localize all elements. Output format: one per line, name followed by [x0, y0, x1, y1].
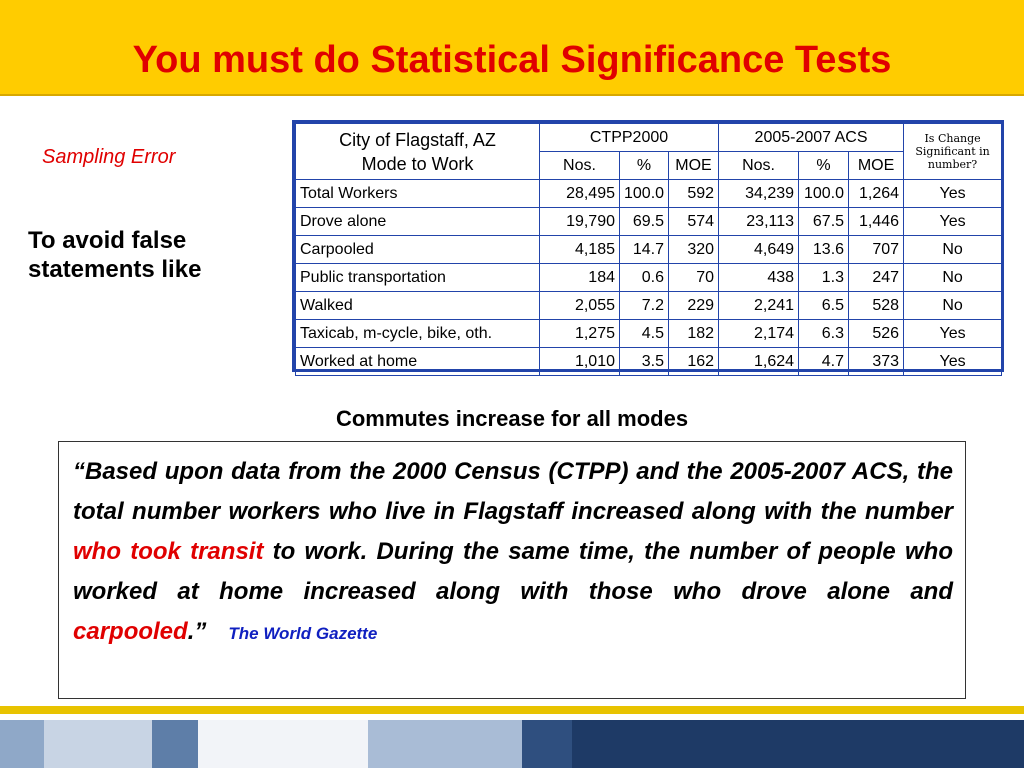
table-row [296, 264, 1002, 292]
table-cell-n2: 2,174 [719, 320, 799, 348]
table-cell-m1: 320 [669, 236, 719, 264]
table-cell-p2: 67.5 [799, 208, 849, 236]
table-cell-sig: Yes [904, 208, 1002, 236]
quote-highlight-transit: who took transit [73, 538, 264, 565]
table-cell-n2: 438 [719, 264, 799, 292]
table-cell-p1: 4.5 [620, 320, 669, 348]
quote-box [58, 441, 966, 699]
table-cell-p1: 100.0 [620, 180, 669, 208]
header-significance: Is Change Significant in number? [904, 124, 1002, 180]
col-nos-2: Nos. [719, 152, 799, 180]
table-cell-m1: 162 [669, 348, 719, 376]
table-cell-m2: 373 [849, 348, 904, 376]
table-cell-m2: 1,264 [849, 180, 904, 208]
slide-title: You must do Statistical Significance Tests [132, 39, 892, 81]
table-cell-label: Taxicab, m-cycle, bike, oth. [296, 320, 540, 348]
table-cell-m1: 70 [669, 264, 719, 292]
table-cell-sig: No [904, 292, 1002, 320]
table-cell-n1: 1,010 [540, 348, 620, 376]
table-cell-p2: 1.3 [799, 264, 849, 292]
col-moe-2: MOE [849, 152, 904, 180]
quote-part-1: “Based upon data from the 2000 Census (CTPP) and the 2005-2007 ACS, the total number workers who live in Flagstaff increased along with the number [73, 458, 953, 525]
quote-source: The World Gazette [228, 624, 378, 643]
table-row [296, 348, 1002, 376]
quote-part-2: to work. During the same time, the number of people who worked at home increased along with those who drove alone and [73, 538, 953, 605]
table-row [296, 208, 1002, 236]
table-cell-n2: 4,649 [719, 236, 799, 264]
footer-stripe-block [44, 720, 152, 768]
table-cell-m1: 229 [669, 292, 719, 320]
table-cell-m1: 592 [669, 180, 719, 208]
table-cell-sig: Yes [904, 180, 1002, 208]
table-cell-m2: 528 [849, 292, 904, 320]
table-cell-m2: 526 [849, 320, 904, 348]
col-pct-2: % [799, 152, 849, 180]
table-cell-m2: 707 [849, 236, 904, 264]
table-cell-label: Total Workers [296, 180, 540, 208]
header-ctpp2000: CTPP2000 [540, 124, 719, 152]
table-row [296, 180, 1002, 208]
footer-decoration [0, 706, 1024, 768]
table-cell-m1: 182 [669, 320, 719, 348]
avoid-false-statements-text: To avoid false statements like [28, 227, 202, 283]
table-header-city [296, 124, 540, 180]
table-cell-label: Worked at home [296, 348, 540, 376]
table-cell-p1: 14.7 [620, 236, 669, 264]
table-cell-n1: 28,495 [540, 180, 620, 208]
footer-stripe-block [0, 720, 44, 768]
table-cell-n2: 2,241 [719, 292, 799, 320]
footer-stripe-block [522, 720, 572, 768]
table-cell-n2: 1,624 [719, 348, 799, 376]
table-cell-p2: 100.0 [799, 180, 849, 208]
table-cell-p1: 69.5 [620, 208, 669, 236]
table-cell-sig: No [904, 236, 1002, 264]
header-city-label: City of Flagstaff, AZ [339, 129, 496, 150]
table-cell-p2: 6.3 [799, 320, 849, 348]
header-acs: 2005-2007 ACS [719, 124, 904, 152]
table-cell-label: Carpooled [296, 236, 540, 264]
table-cell-n1: 19,790 [540, 208, 620, 236]
title-bar [0, 0, 1024, 96]
table-cell-p1: 3.5 [620, 348, 669, 376]
table-cell-n1: 1,275 [540, 320, 620, 348]
footer-stripe-block [152, 720, 198, 768]
table-cell-label: Public transportation [296, 264, 540, 292]
quote-text [73, 452, 953, 654]
quote-highlight-carpooled: carpooled [73, 618, 188, 645]
table-cell-p2: 6.5 [799, 292, 849, 320]
col-nos-1: Nos. [540, 152, 620, 180]
table-cell-p1: 7.2 [620, 292, 669, 320]
footer-stripe-block [368, 720, 522, 768]
table-cell-sig: No [904, 264, 1002, 292]
commutes-subtitle: Commutes increase for all modes [335, 406, 689, 431]
table-cell-p1: 0.6 [620, 264, 669, 292]
col-pct-1: % [620, 152, 669, 180]
table-cell-p2: 4.7 [799, 348, 849, 376]
data-table [295, 123, 1002, 376]
table-cell-n1: 184 [540, 264, 620, 292]
table-cell-sig: Yes [904, 348, 1002, 376]
table-row [296, 292, 1002, 320]
quote-part-3: .” [187, 618, 207, 645]
table-cell-m2: 1,446 [849, 208, 904, 236]
table-cell-label: Drove alone [296, 208, 540, 236]
table-row [296, 320, 1002, 348]
sampling-error-label: Sampling Error [42, 146, 176, 168]
footer-stripes [0, 720, 1024, 768]
header-mode-label: Mode to Work [361, 153, 474, 174]
table-cell-sig: Yes [904, 320, 1002, 348]
table-cell-n2: 23,113 [719, 208, 799, 236]
table-cell-n2: 34,239 [719, 180, 799, 208]
col-moe-1: MOE [669, 152, 719, 180]
table-cell-n1: 2,055 [540, 292, 620, 320]
table-row [296, 236, 1002, 264]
table-cell-n1: 4,185 [540, 236, 620, 264]
footer-gold-line [0, 706, 1024, 714]
table-cell-p2: 13.6 [799, 236, 849, 264]
footer-stripe-block [198, 720, 368, 768]
table-cell-m1: 574 [669, 208, 719, 236]
table-cell-m2: 247 [849, 264, 904, 292]
footer-stripe-block [572, 720, 1024, 768]
table-cell-label: Walked [296, 292, 540, 320]
mode-to-work-table [292, 120, 1004, 372]
